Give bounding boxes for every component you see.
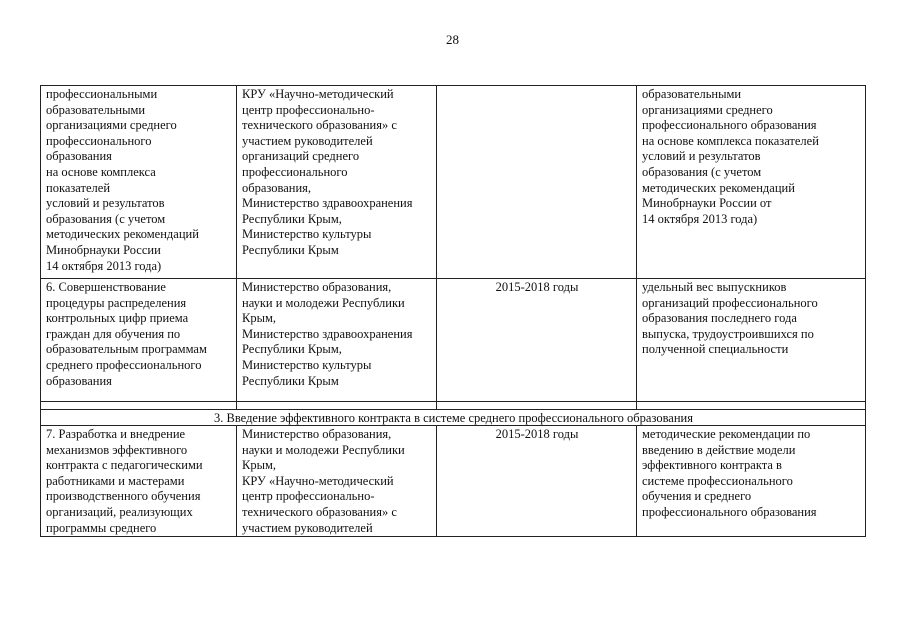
- cell-text-line: Республики Крым: [242, 373, 339, 388]
- cell-text-line: граждан для обучения по: [46, 326, 181, 341]
- cell-text-line: 14 октября 2013 года): [642, 211, 758, 226]
- cell-text-line: образования: [46, 149, 112, 164]
- period-cell: [437, 426, 637, 537]
- cell-text-line: технического образования» с: [242, 118, 397, 133]
- cell-text-line: образования (с учетом: [642, 164, 762, 179]
- cell-text-line: Крым,: [242, 311, 277, 326]
- responsible-cell: [237, 86, 437, 279]
- cell-text-line: 2015-2018 годы: [495, 427, 579, 441]
- indicator-cell: [637, 279, 866, 402]
- cell-text-line: среднего профессионального: [46, 357, 202, 372]
- cell-text-line: науки и молодежи Республики: [242, 295, 405, 310]
- cell-text-line: системе профессионального: [642, 473, 793, 488]
- cell-text-line: работниками и мастерами: [46, 473, 185, 488]
- cell-text-line: введению в действие модели: [642, 442, 796, 457]
- cell-text-line: КРУ «Научно-методический: [242, 87, 394, 101]
- cell-text-line: образовательными: [46, 102, 146, 117]
- responsible-cell: [237, 426, 437, 537]
- plan-table: [40, 85, 866, 537]
- measure-cell: [41, 426, 237, 537]
- cell-text-line: образования,: [242, 180, 312, 195]
- section-title: 3. Введение эффективного контракта в системе среднего профессионального образования: [41, 410, 866, 426]
- cell-text-line: Министерство культуры: [242, 227, 372, 242]
- cell-text-line: образовательными: [642, 87, 742, 101]
- cell-text-line: профессионального образования: [642, 118, 817, 133]
- cell-text-line: центр профессионально-: [242, 102, 375, 117]
- measure-cell: [41, 86, 237, 279]
- cell-text-line: КРУ «Научно-методический: [242, 473, 394, 488]
- cell-text-line: образования последнего года: [642, 311, 797, 326]
- section-header-row: [41, 410, 866, 426]
- cell-text-line: образовательным программам: [46, 342, 207, 357]
- cell-text-line: выпуска, трудоустроившихся по: [642, 326, 814, 341]
- cell-text-line: процедуры распределения: [46, 295, 187, 310]
- cell-text-line: Крым,: [242, 458, 277, 473]
- cell-text-line: Министерство здравоохранения: [242, 326, 413, 341]
- cell-text-line: организациями среднего: [46, 118, 177, 133]
- cell-text-line: полученной специальности: [642, 342, 789, 357]
- spacer-row: [41, 402, 866, 410]
- cell-text-line: Министерство культуры: [242, 357, 372, 372]
- cell-text-line: 7. Разработка и внедрение: [46, 427, 186, 441]
- cell-text-line: 14 октября 2013 года): [46, 258, 162, 273]
- cell-text-line: организаций профессионального: [642, 295, 818, 310]
- period-cell: [437, 86, 637, 279]
- cell-text-line: обучения и среднего: [642, 489, 752, 504]
- cell-text-line: организаций, реализующих: [46, 504, 193, 519]
- table-row: [41, 426, 866, 537]
- cell-text-line: программы среднего: [46, 520, 157, 535]
- cell-text-line: удельный вес выпускников: [642, 280, 787, 294]
- cell-text-line: 6. Совершенствование: [46, 280, 166, 294]
- cell-text-line: Республики Крым,: [242, 211, 342, 226]
- cell-text-line: организаций среднего: [242, 149, 360, 164]
- cell-text-line: науки и молодежи Республики: [242, 442, 405, 457]
- cell-text-line: показателей: [46, 180, 111, 195]
- cell-text-line: профессиональными: [46, 87, 158, 101]
- cell-text-line: профессионального: [242, 164, 348, 179]
- cell-text-line: на основе комплекса показателей: [642, 133, 819, 148]
- measure-cell: [41, 279, 237, 402]
- cell-text-line: Министерство здравоохранения: [242, 196, 413, 211]
- cell-text-line: методических рекомендаций: [46, 227, 199, 242]
- responsible-cell: [237, 279, 437, 402]
- cell-text-line: участием руководителей: [242, 133, 373, 148]
- table-row: [41, 279, 866, 402]
- cell-text-line: центр профессионально-: [242, 489, 375, 504]
- cell-text-line: профессионального: [46, 133, 152, 148]
- cell-text-line: образования (с учетом: [46, 211, 166, 226]
- cell-text-line: эффективного контракта в: [642, 458, 782, 473]
- period-cell: [437, 279, 637, 402]
- cell-text-line: Республики Крым,: [242, 342, 342, 357]
- indicator-cell: [637, 426, 866, 537]
- cell-text-line: механизмов эффективного: [46, 442, 188, 457]
- cell-text-line: на основе комплекса: [46, 164, 156, 179]
- cell-text-line: методические рекомендации по: [642, 427, 811, 441]
- cell-text-line: 2015-2018 годы: [495, 280, 579, 294]
- cell-text-line: организациями среднего: [642, 102, 773, 117]
- cell-text-line: Министерство образования,: [242, 280, 392, 294]
- cell-text-line: Минобрнауки России: [46, 242, 161, 257]
- table-row: [41, 86, 866, 279]
- cell-text-line: условий и результатов: [642, 149, 761, 164]
- cell-text-line: профессионального образования: [642, 504, 817, 519]
- cell-text-line: Минобрнауки России от: [642, 196, 772, 211]
- indicator-cell: [637, 86, 866, 279]
- cell-text-line: Республики Крым: [242, 242, 339, 257]
- cell-text-line: условий и результатов: [46, 196, 165, 211]
- cell-text-line: контрольных цифр приема: [46, 311, 189, 326]
- cell-text-line: образования: [46, 373, 112, 388]
- cell-text-line: методических рекомендаций: [642, 180, 795, 195]
- cell-text-line: контракта с педагогическими: [46, 458, 203, 473]
- cell-text-line: участием руководителей: [242, 520, 373, 535]
- cell-text-line: технического образования» с: [242, 504, 397, 519]
- cell-text-line: Министерство образования,: [242, 427, 392, 441]
- page-number: 28: [446, 32, 459, 47]
- cell-text-line: производственного обучения: [46, 489, 201, 504]
